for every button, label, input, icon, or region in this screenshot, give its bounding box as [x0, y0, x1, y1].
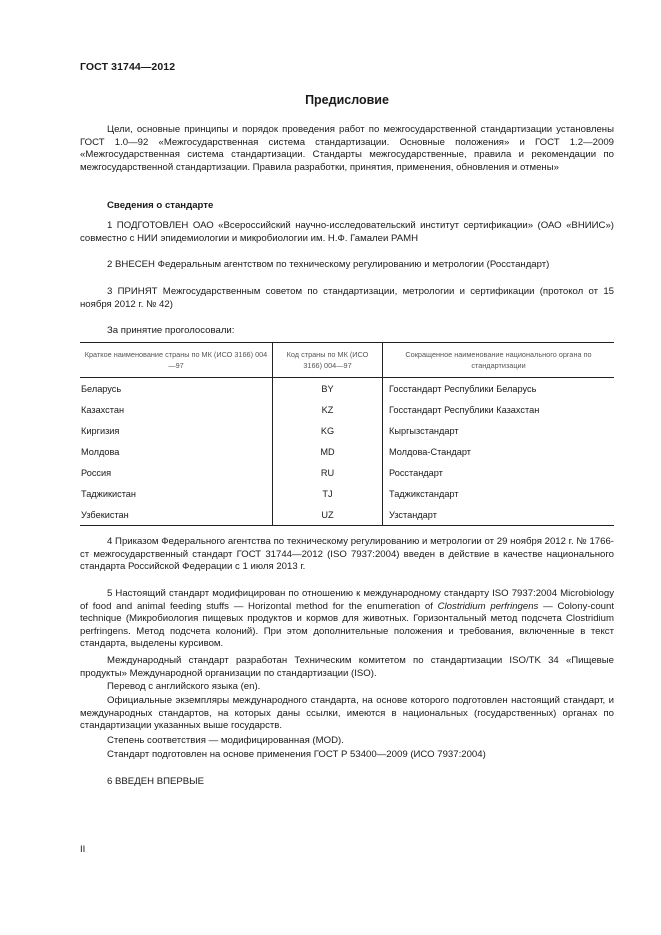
- table-header-row: [80, 343, 614, 378]
- standards-body: Узстандарт: [383, 504, 615, 526]
- item-5-translation-paragraph: Перевод с английского языка (en).: [107, 681, 261, 692]
- country-code: RU: [273, 462, 383, 483]
- country-name: Киргизия: [81, 425, 120, 436]
- intro-paragraph: Цели, основные принципы и порядок проведения работ по межгосударственной стандартизации установлены ГОСТ 1.0—92 «Межгосударственная система стандартизации. Основные положения» и ГОСТ 1.2—2009 «Межгосударственная система стандартизации. Стандарты межгосударственные, правила и рекомендации по межгосударственной стандартизации. Правила разработки, принятия, применения, обновления и отмены»: [80, 124, 614, 173]
- country-name: Казахстан: [81, 404, 125, 415]
- item-5-degree-paragraph: Степень соответствия — модифицированная (MOD).: [107, 735, 344, 746]
- standards-body: Молдова-Стандарт: [383, 441, 615, 462]
- country-code: BY: [273, 378, 383, 400]
- item-5-committee-paragraph: Международный стандарт разработан Техническим комитетом по стандартизации ISO/TK 34 «Пищевые продукты» Международной организации по стандартизации (ISO).: [80, 655, 614, 679]
- item-5-basis-paragraph: Стандарт подготовлен на основе применения ГОСТ Р 53400—2009 (ИСО 7937:2004): [107, 749, 486, 760]
- item-6-paragraph: 6 ВВЕДЕН ВПЕРВЫЕ: [107, 776, 205, 787]
- country-name: Молдова: [81, 446, 120, 457]
- standards-body: Госстандарт Республики Беларусь: [383, 378, 615, 400]
- item-5-text-end: — Colony-count technique (Микробиология пищевых продуктов и кормов для животных. Горизонтальный метод подсчета Clostridium perfringens. Метод подсчета колоний). При этом дополнительные положения и требования, включенные в текст стандарта, выделены курсивом.: [80, 600, 614, 650]
- table-row: [80, 441, 614, 462]
- header-country: Краткое наименование страны по МК (ИСО 3166) 004—97: [80, 343, 273, 378]
- item-1-paragraph: 1 ПОДГОТОВЛЕН ОАО «Всероссийский научно-исследовательский институт сертификации» (ОАО «ВНИИС») совместно с НИИ эпидемиологии и микробиологии им. Н.Ф. Гамалеи РАМН: [80, 220, 614, 244]
- page-number: II: [80, 844, 86, 855]
- country-name: Россия: [81, 467, 112, 478]
- page-title: Предисловие: [305, 93, 389, 107]
- standards-body: Кыргызстандарт: [383, 420, 615, 441]
- country-name: Узбекистан: [80, 504, 273, 526]
- country-code: KZ: [273, 399, 383, 420]
- country-name: Таджикистан: [81, 488, 136, 499]
- country-code: TJ: [273, 483, 383, 504]
- item-5-paragraph: [80, 588, 614, 651]
- item-5-text-start: 5 Настоящий стандарт модифицирован по отношению к международному стандарту ISO 7937:2004 Microbiology of food and animal feeding stuffs — Horizontal method for the enumeration of: [80, 588, 614, 612]
- vote-intro: За принятие проголосовали:: [107, 325, 235, 336]
- document-code: ГОСТ 31744—2012: [80, 61, 176, 73]
- table-row: [80, 420, 614, 441]
- item-3-paragraph: 3 ПРИНЯТ Межгосударственным советом по стандартизации, метрологии и сертификации (протокол от 15 ноября 2012 г. № 42): [80, 286, 614, 310]
- table-row: [80, 378, 614, 400]
- country-code: UZ: [273, 504, 383, 526]
- item-2-paragraph: 2 ВНЕСЕН Федеральным агентством по техническому регулированию и метрологии (Росстандарт): [107, 259, 550, 270]
- info-heading: Сведения о стандарте: [107, 200, 214, 211]
- standards-body: Таджикстандарт: [383, 483, 615, 504]
- table-row: [80, 504, 614, 526]
- header-code: Код страны по МК (ИСО 3166) 004—97: [273, 343, 383, 378]
- item-4-paragraph: 4 Приказом Федерального агентства по техническому регулированию и метрологии от 29 ноября 2012 г. № 1766-ст межгосударственный стандарт ГОСТ 31744—2012 (ISO 7937:2004) введен в действие в качестве национального стандарта Российской Федерации с 1 июля 2013 г.: [80, 536, 614, 573]
- table-row: [80, 462, 614, 483]
- table-row: [80, 483, 614, 504]
- country-code: MD: [273, 441, 383, 462]
- country-code: KG: [273, 420, 383, 441]
- table-row: [80, 399, 614, 420]
- item-5-copies-paragraph: Официальные экземпляры международного стандарта, на основе которого подготовлен настоящий стандарт, и международных стандартов, на которых даны ссылки, имеются в национальных (государственных) органах по стандартизации указанных выше государств.: [80, 695, 614, 732]
- standards-body: Госстандарт Республики Казахстан: [383, 399, 615, 420]
- voting-table: [80, 342, 614, 526]
- standards-body: Росстандарт: [383, 462, 615, 483]
- item-5-italic-organism: Clostridium perfringens: [437, 600, 539, 612]
- header-standards-body: Сокращенное наименование национального органа по стандартизации: [383, 343, 615, 378]
- country-name: Беларусь: [81, 383, 122, 394]
